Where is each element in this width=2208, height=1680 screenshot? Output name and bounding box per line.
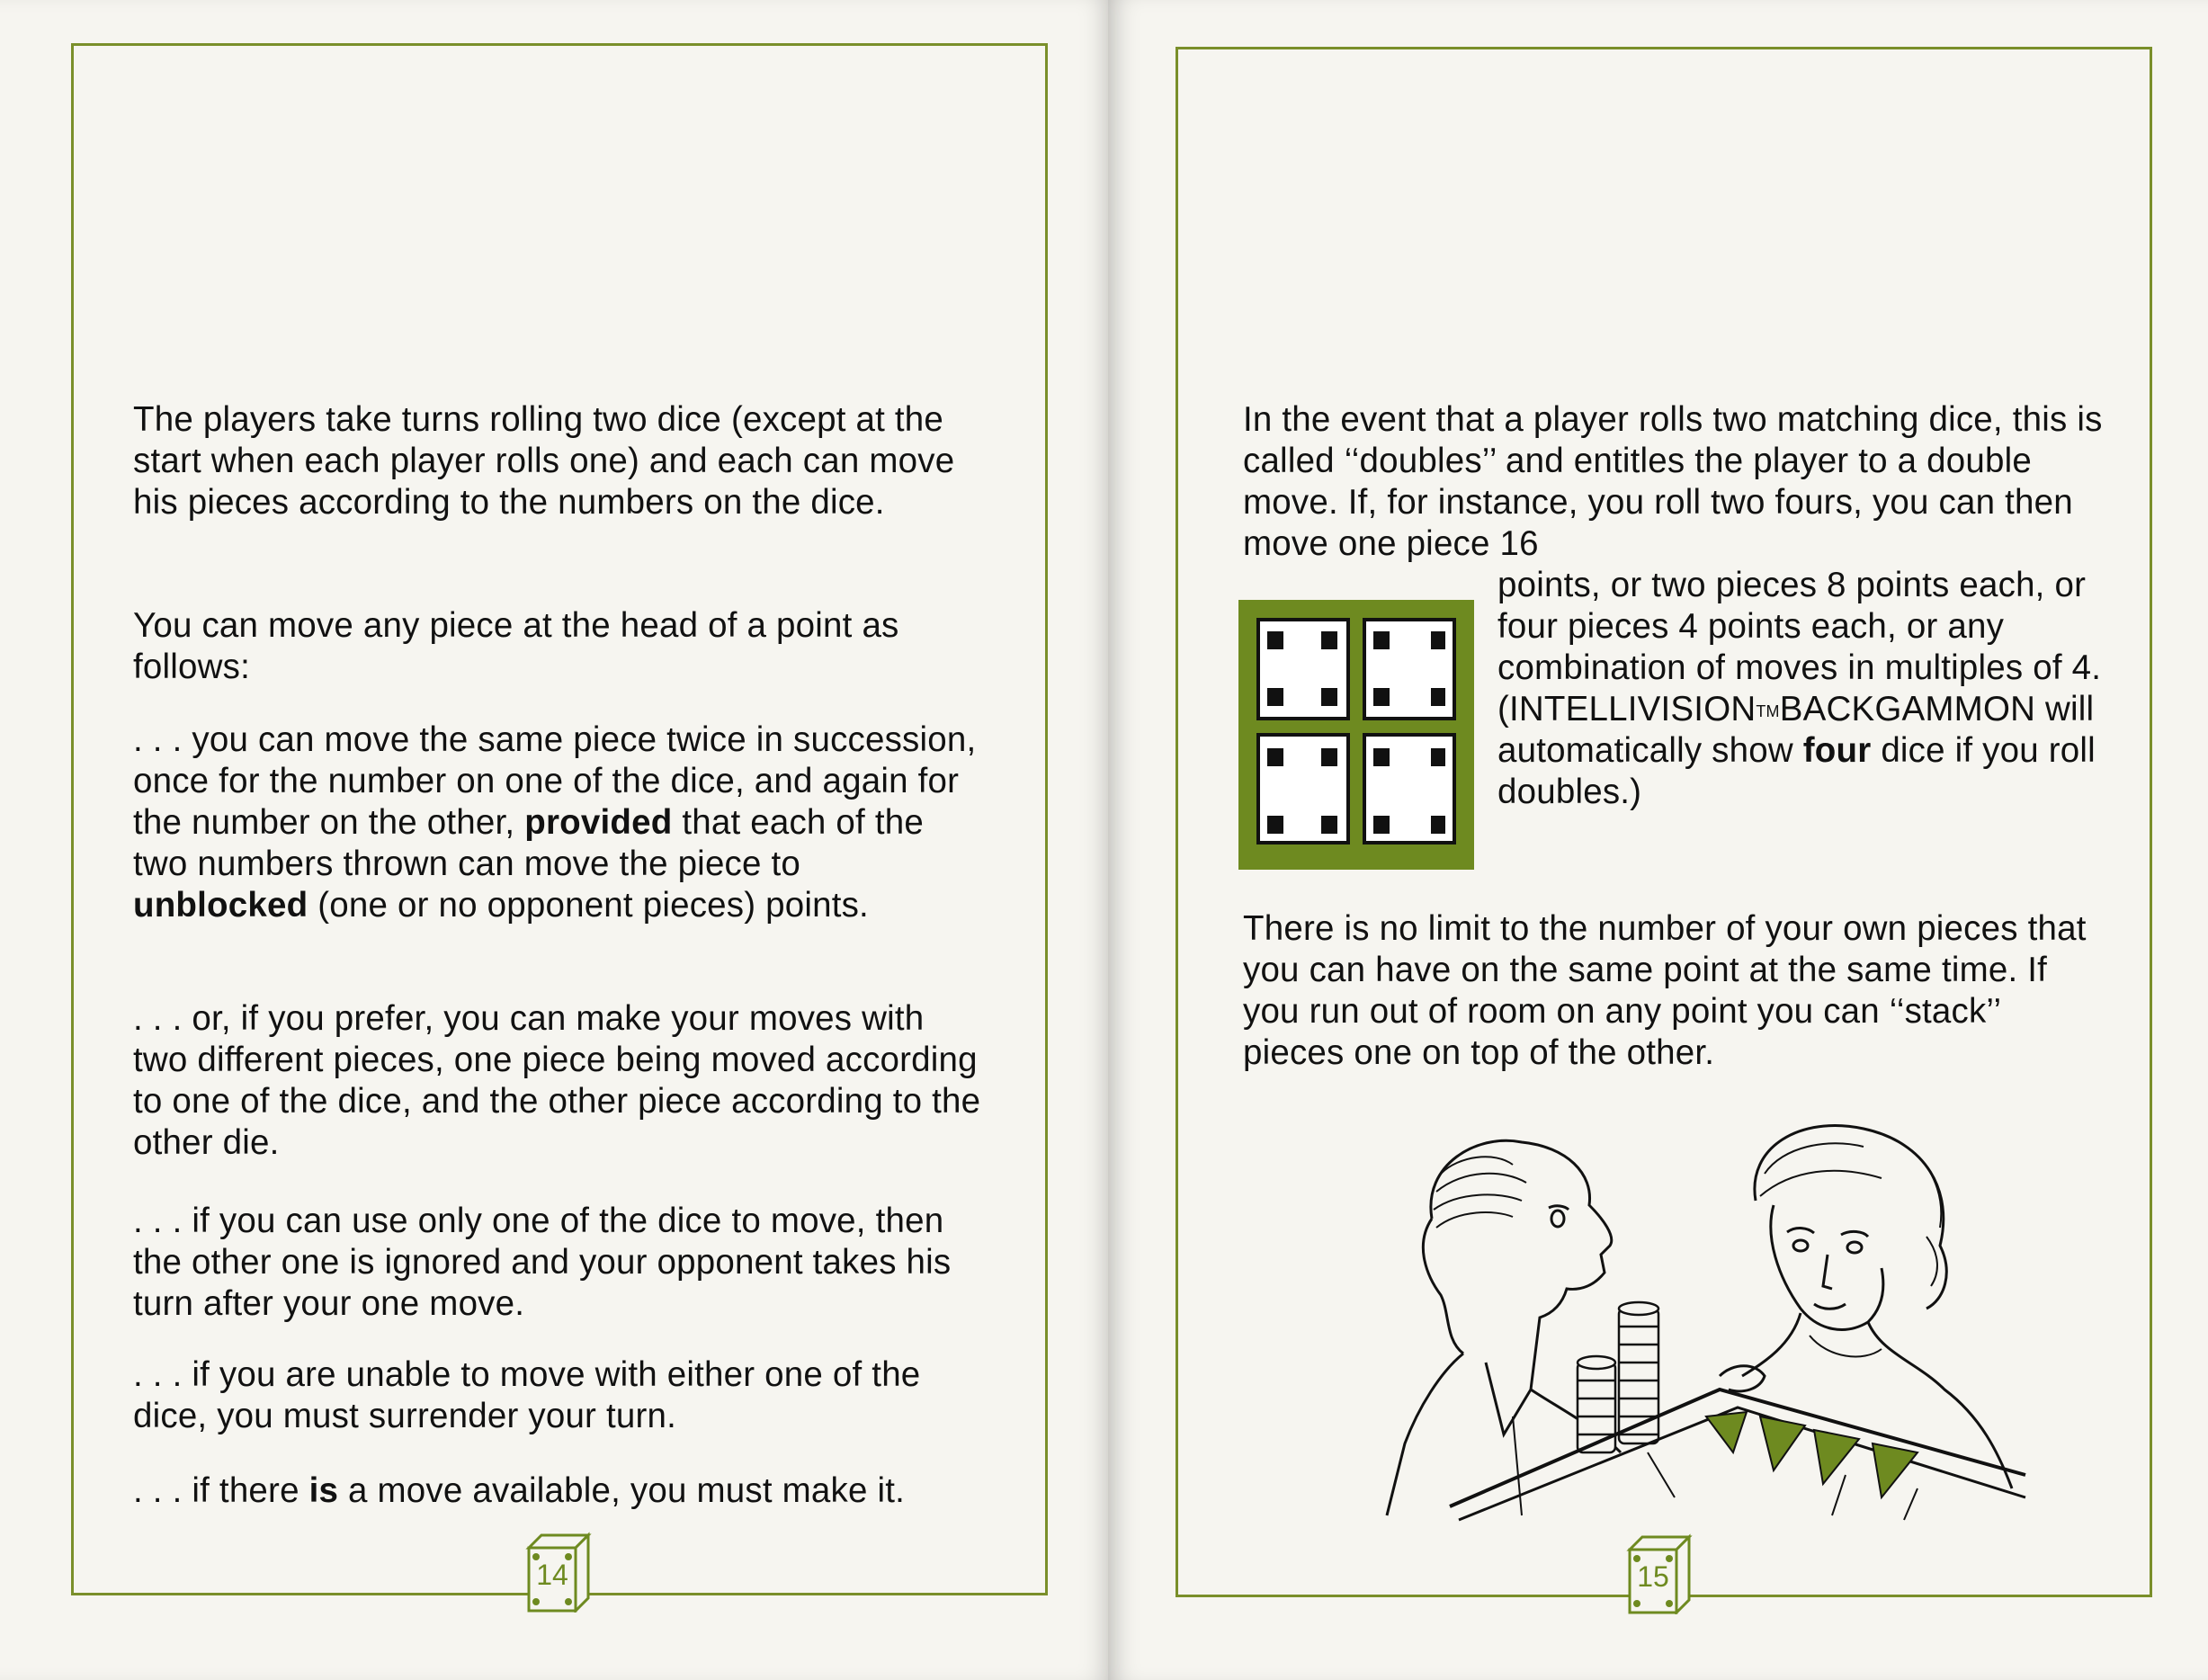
paragraph-one-die bbox=[133, 1201, 997, 1325]
players-at-board-illustration bbox=[1378, 1120, 2061, 1529]
paragraph-text bbox=[133, 719, 983, 926]
page-number: 14 bbox=[536, 1559, 568, 1591]
text-run: . . . you can move the same piece twice in succession, once for the number on one of the dice, and again for the number on the other, bbox=[133, 720, 977, 842]
paragraph-move-head bbox=[133, 605, 997, 688]
paragraph-text bbox=[133, 1470, 1050, 1512]
bold-is: is bbox=[308, 1471, 339, 1510]
page-number-die bbox=[522, 1532, 592, 1613]
text-run: a move available, you must make it. bbox=[348, 1471, 906, 1510]
paragraph-must-move bbox=[133, 1470, 1050, 1512]
paragraph-text: In the event that a player rolls two matching dice, this is called ‘‘doubles’’ and entitles the player to a double move. If, for instance, you roll two fours, you can then move one piece 16 bbox=[1243, 400, 2103, 563]
bold-provided: provided bbox=[524, 803, 673, 842]
bold-four: four bbox=[1802, 731, 1872, 770]
text-run: . . . if there bbox=[133, 1471, 299, 1510]
trademark: TM bbox=[1756, 702, 1780, 720]
paragraph-text: You can move any piece at the head of a point as follows: bbox=[133, 606, 899, 686]
paragraph-text: . . . if you are unable to move with either one of the dice, you must surrender your turn. bbox=[133, 1355, 921, 1435]
text-run: that each of the two numbers thrown can move the piece to bbox=[133, 803, 924, 883]
four-dice-icon bbox=[1238, 600, 1474, 874]
paragraph-doubles bbox=[1243, 399, 2106, 565]
paragraph-surrender bbox=[133, 1354, 983, 1437]
paragraph-text: . . . or, if you prefer, you can make your moves with two different pieces, one piece being moved according to one of the dice, and the other piece according to the other die. bbox=[133, 999, 981, 1162]
paragraph-same-piece bbox=[133, 719, 983, 926]
text-run: dice if you roll doubles.) bbox=[1497, 731, 2096, 811]
text-run: points, or two pieces 8 points each, or four pieces 4 points each, or any combination of moves in multiples of 4. (INTELLIVISION bbox=[1497, 566, 2102, 728]
bold-unblocked: unblocked bbox=[133, 886, 308, 925]
paragraph-text bbox=[1497, 565, 2154, 813]
paragraph-rolling bbox=[133, 399, 997, 523]
paragraph-doubles-cont bbox=[1497, 565, 2154, 813]
page-15 bbox=[1108, 0, 2208, 1680]
paragraph-text: . . . if you can use only one of the dice to move, then the other one is ignored and your opponent takes his turn after your one move. bbox=[133, 1202, 952, 1323]
paragraph-stacking bbox=[1243, 908, 2106, 1074]
text-run: (one or no opponent pieces) points. bbox=[317, 886, 869, 925]
paragraph-text: There is no limit to the number of your own pieces that you can have on the same point at the same time. If you run out of room on any point you can ‘‘stack’’ pieces one on top of the other. bbox=[1243, 909, 2087, 1072]
paragraph-two-pieces bbox=[133, 998, 983, 1164]
text-run: BACKGAMMON will automatically show bbox=[1497, 690, 2095, 770]
page-number-die bbox=[1622, 1533, 1693, 1614]
paragraph-text: The players take turns rolling two dice (except at the start when each player rolls one) and each can move his pieces according to the numbers on the dice. bbox=[133, 400, 955, 522]
page-number: 15 bbox=[1637, 1560, 1669, 1593]
